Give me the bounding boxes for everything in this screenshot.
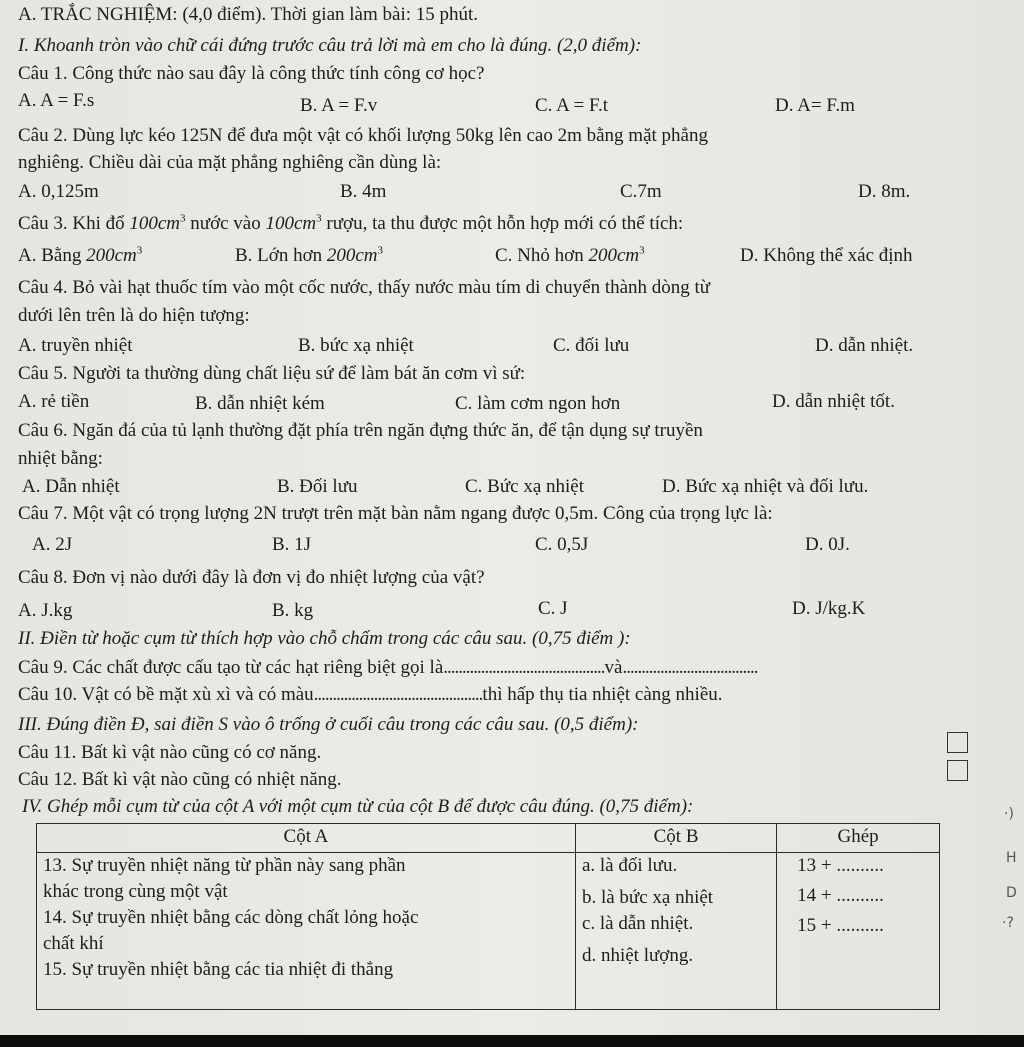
question-7: Câu 7. Một vật có trọng lượng 2N trượt trên mặt bàn nằm ngang được 0,5m. Công của trọng lực là:	[18, 503, 773, 524]
q4-option-d: D. dẫn nhiệt.	[815, 335, 914, 356]
q1-option-b: B. A = F.v	[300, 95, 378, 116]
q2-option-a: A. 0,125m	[18, 181, 99, 202]
margin-mark-3: D	[1006, 885, 1017, 901]
col-a-item-14-line2: chất khí	[43, 933, 104, 954]
q1-option-a: A. A = F.s	[18, 90, 95, 111]
q6-option-d: D. Bức xạ nhiệt và đối lưu.	[662, 476, 869, 497]
q1-option-c: C. A = F.t	[535, 95, 609, 116]
section-a-title: A. TRẮC NGHIỆM: (4,0 điểm). Thời gian làm bài: 15 phút.	[18, 4, 479, 25]
part3-title: III. Đúng điền Đ, sai điền S vào ô trống ở cuối câu trong các câu sau. (0,5 điểm):	[18, 714, 639, 735]
q4-option-c: C. đối lưu	[553, 335, 630, 356]
q2-option-b: B. 4m	[340, 181, 387, 202]
table-row	[37, 853, 940, 1010]
col-a-item-15: 15. Sự truyền nhiệt bằng các tia nhiệt đi thẳng	[43, 959, 394, 980]
ghep-14[interactable]: 14 + ..........	[797, 885, 884, 906]
q3-option-a-sup: 3	[136, 244, 143, 257]
question-9	[18, 656, 757, 680]
q3-sup-1: 3	[180, 212, 186, 225]
q7-option-a: A. 2J	[32, 534, 73, 555]
q9-blank-2[interactable]: ....................................	[622, 657, 758, 678]
col-a-item-13-line1: 13. Sự truyền nhiệt năng từ phần này sang phần	[43, 855, 406, 876]
q9-blank-1[interactable]: ...........................................	[443, 657, 605, 678]
header-col-a: Cột A	[37, 824, 576, 853]
table-header-row	[37, 824, 940, 853]
q3-option-b	[235, 244, 383, 268]
col-b-cell	[575, 853, 776, 1010]
question-3	[18, 212, 683, 236]
q3-post: rượu, ta thu được một hỗn hợp mới có thể tích:	[326, 213, 684, 234]
question-2-line1: Câu 2. Dùng lực kéo 125N để đưa một vật có khối lượng 50kg lên cao 2m bằng mặt phẳng	[18, 125, 708, 146]
ghep-13[interactable]: 13 + ..........	[797, 855, 884, 876]
col-b-item-d: d. nhiệt lượng.	[581, 945, 694, 966]
question-6-line2: nhiệt bằng:	[18, 448, 103, 469]
ghep-15[interactable]: 15 + ..........	[797, 915, 884, 936]
q3-option-c-sup: 3	[639, 244, 645, 257]
question-1: Câu 1. Công thức nào sau đây là công thức tính công cơ học?	[18, 63, 485, 84]
question-11: Câu 11. Bất kì vật nào cũng có cơ năng.	[18, 742, 322, 763]
col-b-item-b: b. là bức xạ nhiệt	[581, 887, 714, 908]
q3-pre: Câu 3. Khi đổ	[18, 213, 125, 234]
q6-option-a: A. Dẫn nhiệt	[22, 476, 120, 497]
q5-option-c: C. làm cơm ngon hơn	[455, 393, 621, 414]
q12-answer-box[interactable]	[947, 760, 968, 781]
q3-option-c-label: C. Nhỏ hơn	[495, 245, 584, 266]
col-b-item-c: c. là dẫn nhiệt.	[581, 913, 694, 934]
q10-blank[interactable]: .............................................	[313, 684, 483, 705]
part2-title: II. Điền từ hoặc cụm từ thích hợp vào chỗ chấm trong các câu sau. (0,75 điểm ):	[18, 628, 631, 649]
part1-title: I. Khoanh tròn vào chữ cái đứng trước câu trả lời mà em cho là đúng. (2,0 điểm):	[18, 35, 642, 56]
q2-option-c: C.7m	[620, 181, 662, 202]
margin-mark-2: H	[1006, 850, 1017, 866]
q7-option-d: D. 0J.	[805, 534, 850, 555]
q3-option-b-label: B. Lớn hơn	[235, 245, 323, 266]
q3-option-b-value: 200cm	[326, 245, 378, 266]
col-a-item-14-line1: 14. Sự truyền nhiệt bằng các dòng chất lỏng hoặc	[43, 907, 419, 928]
bottom-edge	[0, 1035, 1024, 1047]
col-b-item-a: a. là đối lưu.	[581, 855, 678, 876]
q5-option-a: A. rẻ tiền	[18, 391, 90, 412]
q4-option-b: B. bức xạ nhiệt	[298, 335, 414, 356]
q8-option-a: A. J.kg	[18, 600, 73, 621]
q3-option-c	[495, 244, 645, 268]
q3-option-b-sup: 3	[377, 244, 384, 257]
margin-mark-4: ·?	[1002, 915, 1014, 931]
header-col-ghep: Ghép	[777, 824, 940, 853]
q1-option-d: D. A= F.m	[775, 95, 855, 116]
margin-mark-1: ·)	[1004, 806, 1014, 822]
question-2-line2: nghiêng. Chiều dài của mặt phẳng nghiêng cần dùng là:	[18, 152, 442, 173]
q10-post: thì hấp thụ tia nhiệt càng nhiều.	[482, 684, 723, 705]
col-a-item-13-line2: khác trong cùng một vật	[43, 881, 228, 902]
q6-option-b: B. Đối lưu	[277, 476, 358, 497]
question-10	[18, 683, 723, 707]
q4-option-a: A. truyền nhiệt	[18, 335, 133, 356]
q8-option-c: C. J	[538, 598, 568, 619]
q3-option-d: D. Không thể xác định	[740, 245, 913, 266]
matching-table	[36, 823, 940, 1010]
question-12: Câu 12. Bất kì vật nào cũng có nhiệt năng.	[18, 769, 342, 790]
q11-answer-box[interactable]	[947, 732, 968, 753]
col-ghep-cell	[777, 853, 940, 1010]
q3-option-c-value: 200cm	[588, 245, 640, 266]
header-col-b: Cột B	[575, 824, 776, 853]
q3-option-a	[18, 244, 142, 268]
q5-option-d: D. dẫn nhiệt tốt.	[772, 391, 895, 412]
q7-option-c: C. 0,5J	[535, 534, 589, 555]
q7-option-b: B. 1J	[272, 534, 312, 555]
q9-text: Câu 9. Các chất được cấu tạo từ các hạt riêng biệt gọi là	[18, 657, 444, 678]
q2-option-d: D. 8m.	[858, 181, 911, 202]
part4-title: IV. Ghép mỗi cụm từ của cột A với một cụm từ của cột B để được câu đúng. (0,75 điểm):	[22, 796, 694, 817]
col-a-cell	[37, 853, 576, 1010]
question-8: Câu 8. Đơn vị nào dưới đây là đơn vị đo nhiệt lượng của vật?	[18, 567, 485, 588]
q3-volume-2: 100cm	[265, 213, 317, 234]
q8-option-d: D. J/kg.K	[792, 598, 866, 619]
q6-option-c: C. Bức xạ nhiệt	[465, 476, 585, 497]
q3-volume-1: 100cm	[129, 213, 181, 234]
question-4-line1: Câu 4. Bỏ vài hạt thuốc tím vào một cốc nước, thấy nước màu tím di chuyển thành dòng từ	[18, 277, 711, 298]
q3-sup-2: 3	[316, 212, 322, 225]
q9-and: và	[604, 657, 623, 678]
q3-mid: nước vào	[190, 213, 261, 234]
q3-option-a-value: 200cm	[86, 245, 137, 266]
q10-text: Câu 10. Vật có bề mặt xù xì và có màu	[18, 684, 314, 705]
question-6-line1: Câu 6. Ngăn đá của tủ lạnh thường đặt phía trên ngăn đựng thức ăn, để tận dụng sự truyền	[18, 420, 703, 441]
question-5: Câu 5. Người ta thường dùng chất liệu sứ để làm bát ăn cơm vì sứ:	[18, 363, 526, 384]
q8-option-b: B. kg	[272, 600, 314, 621]
q3-option-a-label: A. Bằng	[18, 245, 82, 266]
q5-option-b: B. dẫn nhiệt kém	[195, 393, 325, 414]
question-4-line2: dưới lên trên là do hiện tượng:	[18, 305, 250, 326]
